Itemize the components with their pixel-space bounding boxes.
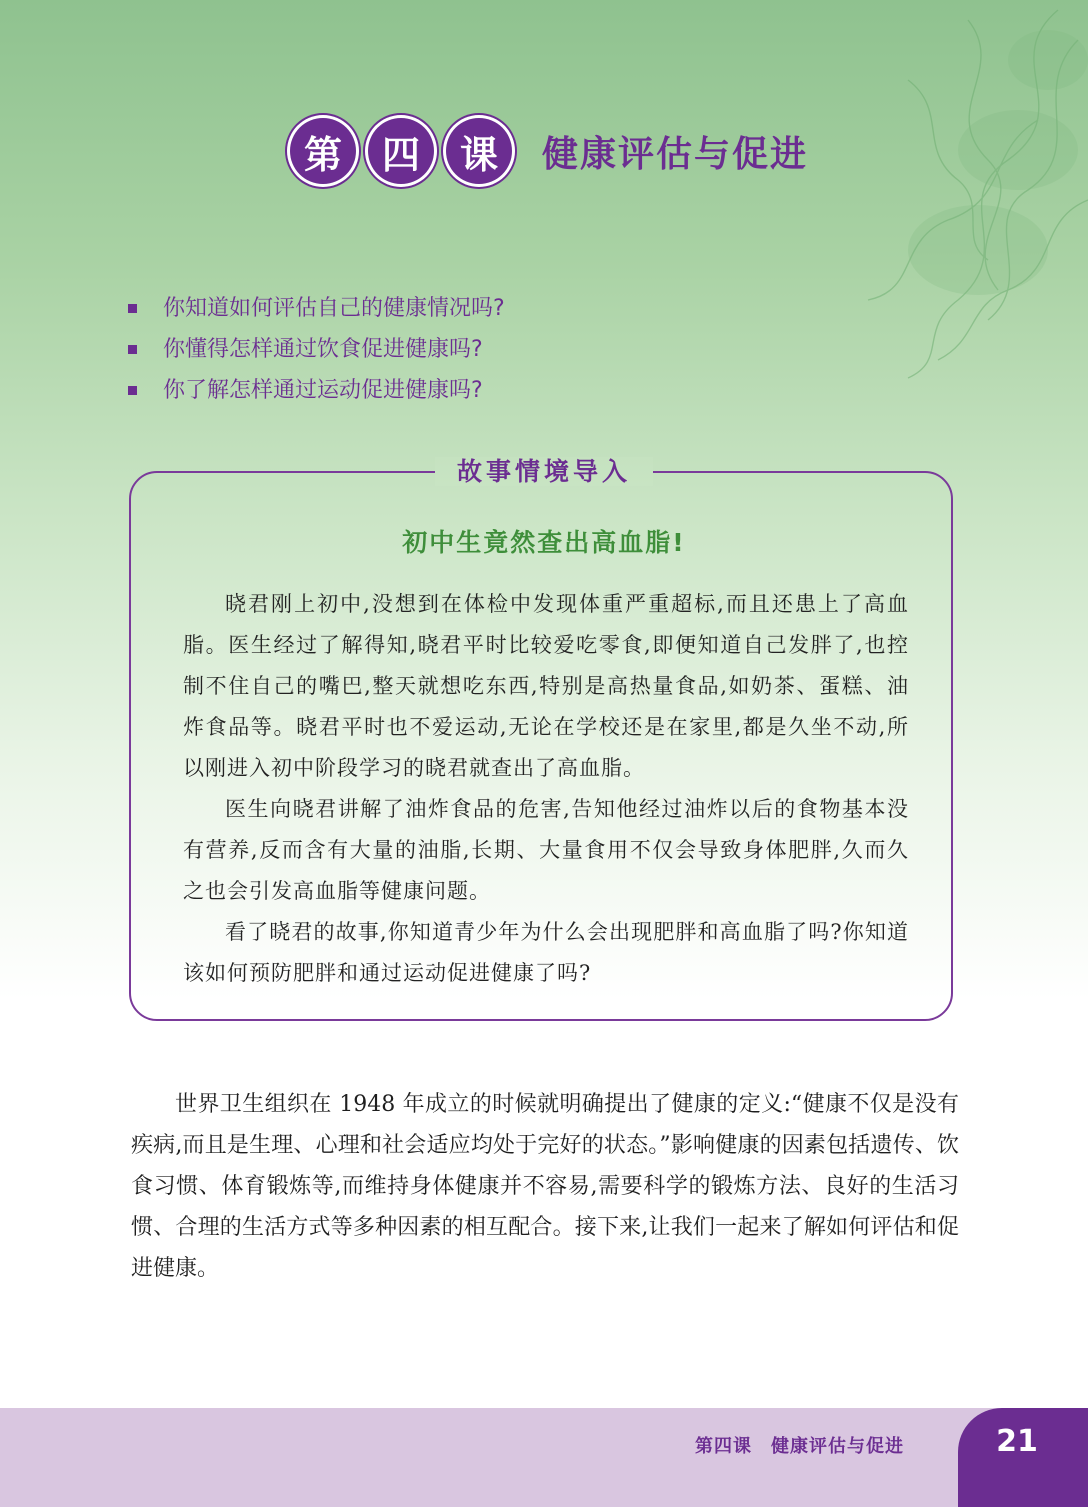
story-label [0, 452, 1088, 488]
lesson-char-circle: 课 [446, 118, 512, 184]
footer-bar [0, 1408, 1088, 1507]
story-paragraph: 晓君刚上初中,没想到在体检中发现体重严重超标,而且还患上了高血脂。医生经过了解得知,晓君平时比较爱吃零食,即便知道自己发胖了,也控制不住自己的嘴巴,整天就想吃东西,特别是高热量食品,如奶茶、蛋糕、油炸食品等。晓君平时也不爱运动,无论在学校还是在家里,都是久坐不动,所以刚进入初中阶段学习的晓君就查出了高血脂。 [183, 592, 909, 780]
lesson-title: 健康评估与促进 [542, 133, 809, 175]
lesson-char-circle: 四 [368, 118, 434, 184]
lesson-header [290, 116, 808, 186]
running-title: 第四课 健康评估与促进 [695, 1436, 904, 1457]
page-number: 21 [996, 1424, 1038, 1459]
square-bullet-icon [128, 345, 137, 354]
story-title: 初中生竟然查出高血脂! [402, 528, 686, 557]
body-paragraph: 世界卫生组织在 1948 年成立的时候就明确提出了健康的定义:“健康不仅是没有疾病,而且是生理、心理和社会适应均处于完好的状态。”影响健康的因素包括遗传、饮食习惯、体育锻炼等,而维持身体健康并不容易,需要科学的锻炼方法、良好的生活习惯、合理的生活方式等多种因素的相互配合。接下来,让我们一起来了解如何评估和促进健康。 [131, 1092, 959, 1281]
story-paragraph: 医生向晓君讲解了油炸食品的危害,告知他经过油炸以后的食物基本没有营养,反而含有大量的油脂,长期、大量食用不仅会导致身体肥胖,久而久之也会引发高血脂等健康问题。 [183, 797, 909, 903]
question-text: 你知道如何评估自己的健康情况吗? [163, 296, 505, 321]
question-item [128, 370, 505, 411]
square-bullet-icon [128, 386, 137, 395]
question-text: 你了解怎样通过运动促进健康吗? [163, 378, 483, 403]
story-paragraph: 看了晓君的故事,你知道青少年为什么会出现肥胖和高血脂了吗?你知道该如何预防肥胖和通过运动促进健康了吗? [183, 920, 909, 985]
story-text [183, 584, 909, 994]
question-item [128, 288, 505, 329]
guiding-questions [128, 288, 505, 411]
question-text: 你懂得怎样通过饮食促进健康吗? [163, 337, 483, 362]
body-text [131, 1084, 959, 1289]
lesson-char-circle: 第 [290, 118, 356, 184]
story-label-text: 故事情境导入 [435, 457, 653, 486]
smoke-decoration-icon [758, 0, 1088, 380]
question-item [128, 329, 505, 370]
square-bullet-icon [128, 304, 137, 313]
